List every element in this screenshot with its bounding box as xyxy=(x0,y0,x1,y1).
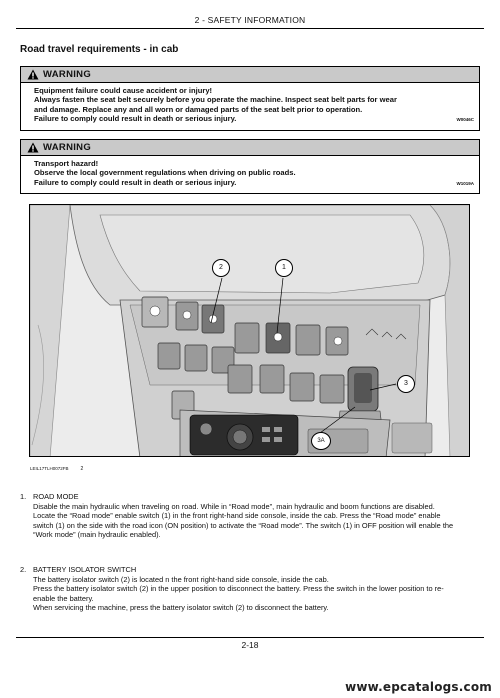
page-number: 2-18 xyxy=(241,640,259,650)
item-number: 2. xyxy=(20,565,27,574)
item-paragraph: Locate the “Road mode” enable switch (1) in the front right-hand side console, inside the cab. Press the “Road mode” enable switch (1) on the side with the road icon (ON position) to activate the “Road mode”. The switch (1) in OFF position will enable the “Work mode” (main hydraulic enabled). xyxy=(33,511,454,540)
header-rule xyxy=(16,28,484,29)
item-title: BATTERY ISOLATOR SWITCH xyxy=(33,565,137,574)
warning-box-transport xyxy=(20,139,480,194)
callout-1: 1 xyxy=(275,259,293,277)
console-drawing xyxy=(30,205,470,457)
item-title: ROAD MODE xyxy=(33,492,79,501)
item-paragraph: Disable the main hydraulic when traveling on road. While in “Road mode”, main hydraulic and boom functions are disabled. xyxy=(33,501,435,511)
callout-2: 2 xyxy=(212,259,230,277)
section-title: Road travel requirements - in cab xyxy=(20,44,179,55)
cab-console-illustration xyxy=(29,204,470,457)
item-paragraph: The battery isolator switch (2) is located n the front right-hand side console, inside the cab. xyxy=(33,574,329,584)
warning-triangle-icon xyxy=(27,69,39,80)
watermark: www.epcatalogs.com xyxy=(345,680,492,694)
item-paragraph: Press the battery isolator switch (2) in the upper position to disconnect the battery. Press the switch in the lower position to re-enable the battery. xyxy=(33,584,444,603)
warning-line: Equipment failure could cause accident or injury! xyxy=(34,86,213,95)
warning-line: Failure to comply could result in death or serious injury. xyxy=(34,177,237,187)
callout-3: 3 xyxy=(397,375,415,393)
page-header-title: 2 - SAFETY INFORMATION xyxy=(194,15,306,25)
warning-text xyxy=(21,156,479,191)
figure-number: 2 xyxy=(80,466,84,472)
item-number: 1. xyxy=(20,492,27,501)
callout-3a: 3A xyxy=(311,432,331,450)
warning-box-seat-belt xyxy=(20,66,480,131)
warning-line: Transport hazard! xyxy=(34,159,99,168)
warning-line: Failure to comply could result in death or serious injury. xyxy=(34,114,237,124)
figure-caption xyxy=(30,466,83,472)
warning-triangle-icon xyxy=(27,142,39,153)
warning-line: Observe the local government regulations when driving on public roads. xyxy=(34,168,296,178)
warning-header xyxy=(21,67,479,83)
warning-label: WARNING xyxy=(43,142,92,153)
warning-code: W1019A xyxy=(456,180,474,186)
list-item-battery-isolator xyxy=(20,565,460,613)
warning-line: and damage. Replace any and all worn or damaged parts of the seat belt prior to operation. xyxy=(34,104,363,114)
warning-header xyxy=(21,140,479,156)
figure-code: LEIL17TLH0072FB xyxy=(30,466,69,471)
warning-code: W0046C xyxy=(456,117,474,123)
warning-label: WARNING xyxy=(43,69,92,80)
item-paragraph: When servicing the machine, press the battery isolator switch (2) to disconnect the battery. xyxy=(33,603,329,613)
footer-rule xyxy=(16,637,484,638)
warning-line: Always fasten the seat belt securely before you operate the machine. Inspect seat belt parts for wear xyxy=(34,95,397,105)
warning-text xyxy=(21,83,479,128)
list-item-road-mode xyxy=(20,492,460,540)
